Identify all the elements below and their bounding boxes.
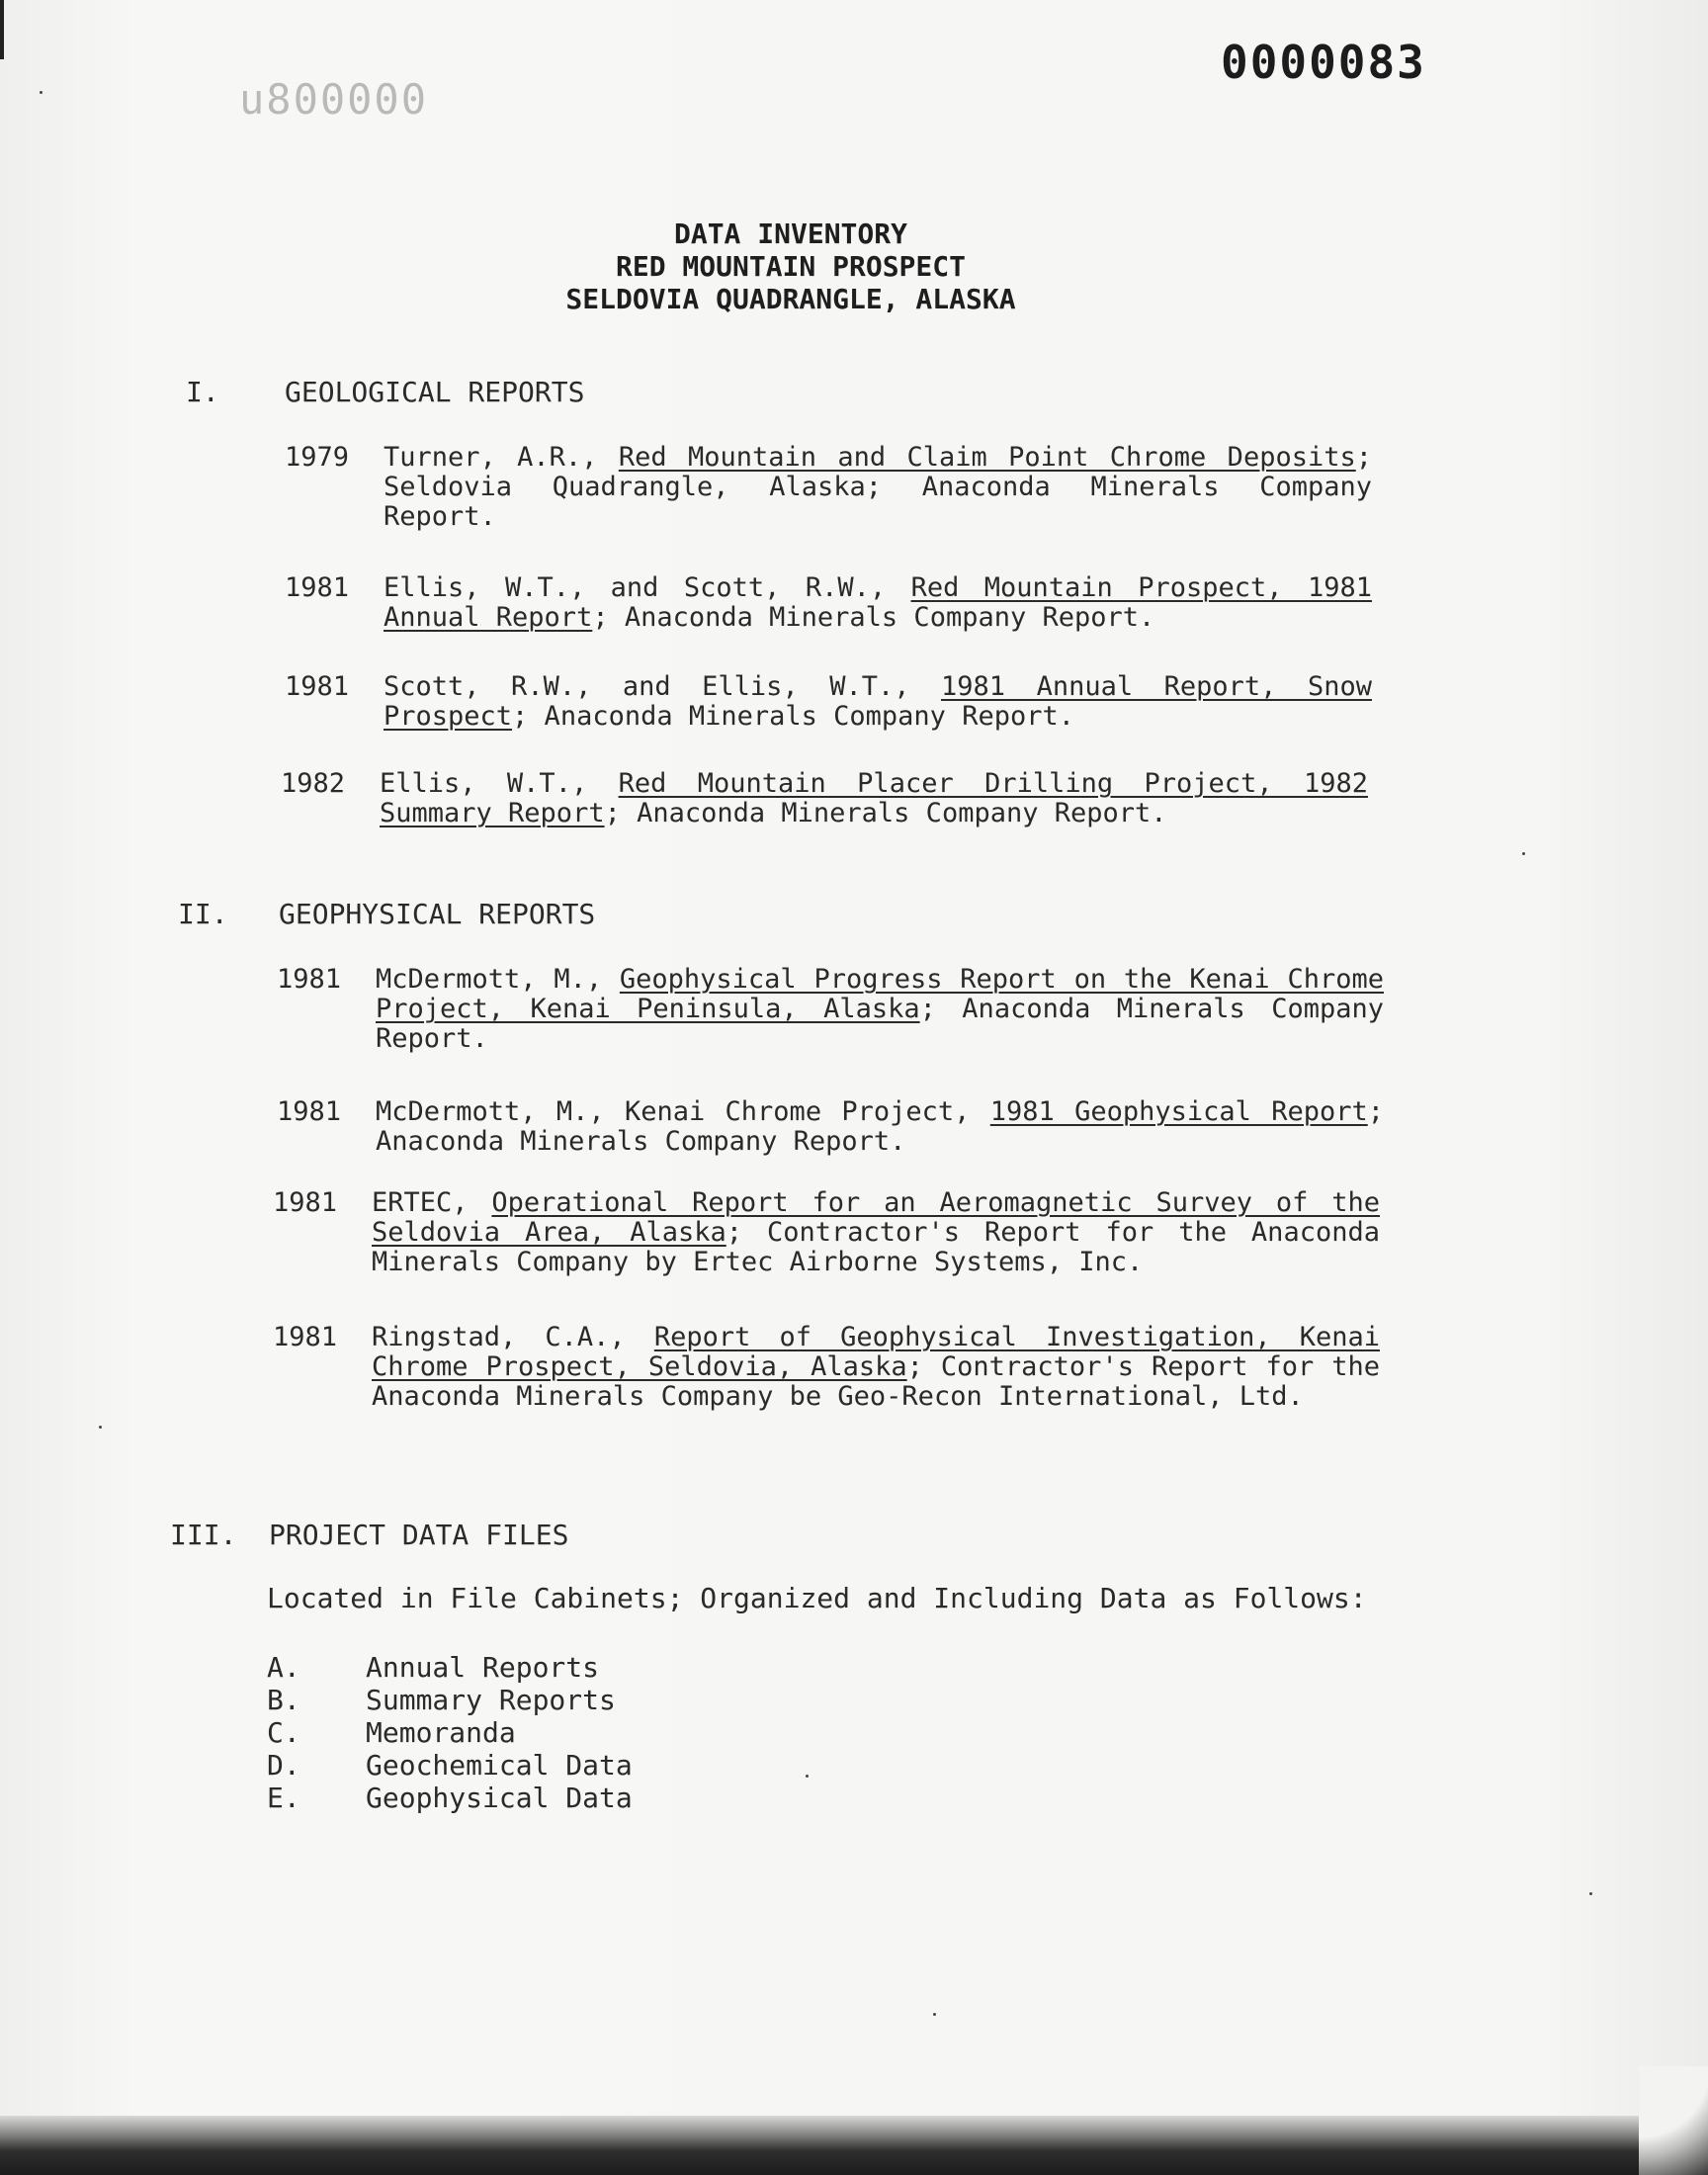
entry-title: Report of Geophysical Investigation, Kenai Chrome Prospect, Seldovia, Alaska <box>372 1322 1380 1382</box>
list-text: Memoranda <box>366 1716 516 1749</box>
entry-title: Red Mountain Placer Drilling Project, 1982 Summary Report <box>380 768 1368 828</box>
page-corner-curl <box>1639 2066 1708 2175</box>
entry-title: Red Mountain and Claim Point Chrome Deposits <box>618 442 1356 473</box>
entry-year: 1981 <box>277 964 342 995</box>
entry-title: Operational Report for an Aeromagnetic Survey of the Seldovia Area, Alaska <box>372 1187 1380 1248</box>
entry-title: 1981 Annual Report, Snow Prospect <box>384 671 1372 732</box>
faint-document-number: u800000 <box>239 75 429 124</box>
entry-author: Scott, R.W., and Ellis, W.T., <box>384 671 942 702</box>
entry-text <box>372 1188 1380 1277</box>
section-number: III. <box>170 1519 237 1551</box>
section-label: GEOPHYSICAL REPORTS <box>279 898 596 930</box>
entry-author: McDermott, M., <box>376 964 620 995</box>
entry-title: Red Mountain Prospect, 1981 Annual Report <box>384 572 1372 633</box>
section-label: GEOLOGICAL REPORTS <box>285 376 585 408</box>
stamped-document-number: 0000083 <box>1221 36 1426 89</box>
entry-details: ; Contractor's Report for the Anaconda Minerals Company be Geo-Recon International, Ltd. <box>372 1351 1380 1412</box>
list-text: Geochemical Data <box>366 1749 633 1782</box>
scan-speck <box>1522 852 1525 855</box>
entry-author: McDermott, M., Kenai Chrome Project, <box>376 1096 990 1127</box>
entry-text <box>372 1323 1380 1412</box>
entry-text <box>376 965 1384 1054</box>
entry-details: ; Anaconda Minerals Company Report. <box>604 798 1167 828</box>
entry-year: 1981 <box>285 671 350 702</box>
document-title <box>0 218 1581 315</box>
entry-author: ERTEC, <box>372 1187 492 1218</box>
section-number: II. <box>178 898 228 930</box>
list-letter: C. <box>267 1716 300 1749</box>
list-letter: E. <box>267 1782 300 1814</box>
list-letter: A. <box>267 1651 300 1684</box>
entry-year: 1981 <box>277 1096 342 1127</box>
scan-speck <box>933 2013 936 2016</box>
entry-title: 1981 Geophysical Report <box>989 1096 1368 1127</box>
scan-speck <box>1589 1892 1592 1895</box>
scan-edge <box>0 0 4 59</box>
entry-author: Ellis, W.T., <box>380 768 619 799</box>
entry-year: 1981 <box>273 1187 338 1218</box>
entry-text <box>376 1097 1384 1157</box>
entry-author: Ellis, W.T., and Scott, R.W., <box>384 572 911 603</box>
section-intro: Located in File Cabinets; Organized and Including Data as Follows: <box>267 1582 1367 1614</box>
entry-year: 1982 <box>281 768 346 799</box>
entry-text <box>384 573 1372 633</box>
scan-speck <box>40 91 43 94</box>
entry-year: 1981 <box>273 1322 338 1352</box>
entry-author: Ringstad, C.A., <box>372 1322 654 1352</box>
scan-bottom-edge <box>0 2116 1708 2175</box>
list-text: Summary Reports <box>366 1684 616 1716</box>
entry-details: ; Seldovia Quadrangle, Alaska; Anaconda Minerals Company Report. <box>384 442 1372 532</box>
title-line-1: DATA INVENTORY <box>673 218 907 250</box>
scan-speck <box>99 1426 102 1429</box>
entry-year: 1979 <box>285 442 350 473</box>
entry-author: Turner, A.R., <box>384 442 619 473</box>
entry-title: Geophysical Progress Report on the Kenai Chrome Project, Kenai Peninsula, Alaska <box>376 964 1384 1024</box>
list-letter: D. <box>267 1749 300 1782</box>
section-label: PROJECT DATA FILES <box>269 1519 569 1551</box>
entry-details: ; Anaconda Minerals Company Report. <box>376 994 1384 1054</box>
entry-details: ; Anaconda Minerals Company Report. <box>592 602 1155 633</box>
list-text: Geophysical Data <box>366 1782 633 1814</box>
list-letter: B. <box>267 1684 300 1716</box>
section-number: I. <box>186 376 219 408</box>
list-text: Annual Reports <box>366 1651 600 1684</box>
entry-year: 1981 <box>285 572 350 603</box>
entry-details: ; Anaconda Minerals Company Report. <box>376 1096 1385 1157</box>
title-line-3: SELDOVIA QUADRANGLE, ALASKA <box>565 283 1016 315</box>
entry-text <box>380 769 1368 828</box>
title-line-2: RED MOUNTAIN PROSPECT <box>615 250 966 283</box>
entry-text <box>384 443 1372 532</box>
entry-details: ; Contractor's Report for the Anaconda Minerals Company by Ertec Airborne Systems, Inc. <box>372 1217 1380 1277</box>
scan-speck <box>806 1775 809 1778</box>
entry-details: ; Anaconda Minerals Company Report. <box>512 701 1074 732</box>
entry-text <box>384 672 1372 732</box>
